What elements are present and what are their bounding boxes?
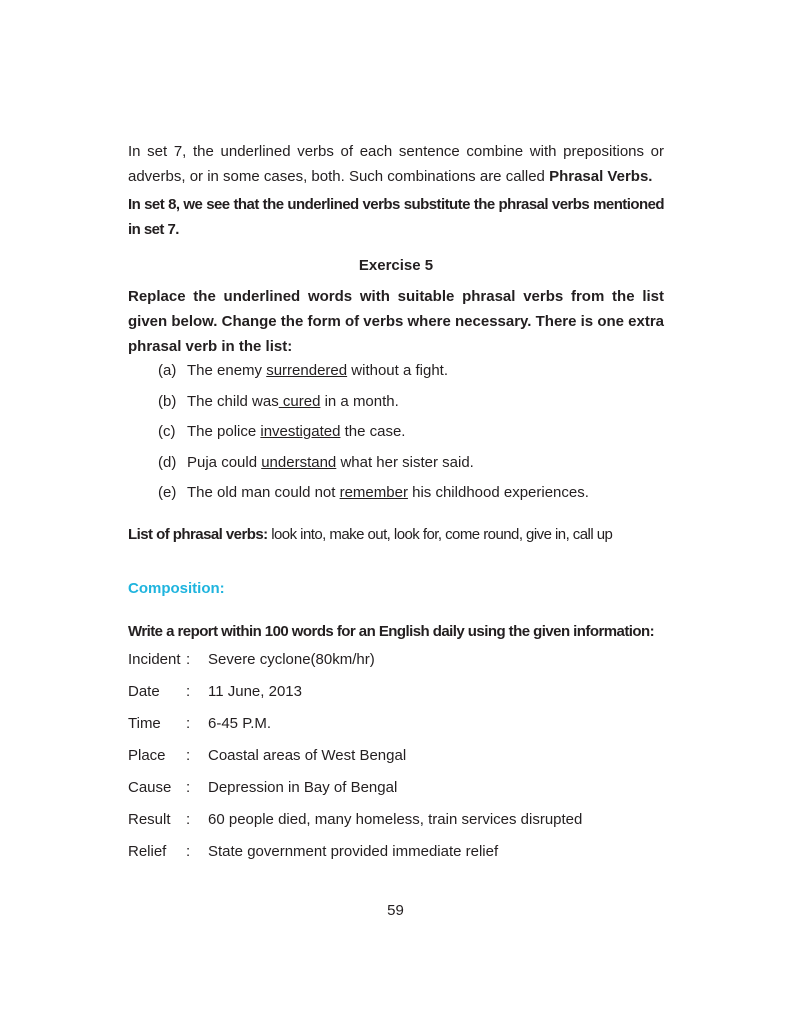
info-value: 60 people died, many homeless, train services disrupted — [208, 811, 583, 828]
info-key: Cause — [128, 779, 172, 796]
item-text: The police — [187, 423, 261, 440]
info-row-cause — [128, 779, 397, 796]
intro-bold-term: Phrasal Verbs. — [549, 168, 653, 185]
info-key: Time — [128, 715, 161, 732]
info-value: 6-45 P.M. — [208, 715, 272, 732]
item-text: the case. — [340, 423, 406, 440]
info-value: Severe cyclone(80km/hr) — [208, 651, 375, 668]
intro-text: In set 7, the underlined verbs of each sentence combine with prepositions or adverbs, or in some cases, both. Such combinations are called — [128, 143, 664, 185]
exercise-item — [158, 484, 589, 501]
underlined-word: cured — [278, 393, 321, 410]
info-value: Coastal areas of West Bengal — [208, 747, 407, 764]
item-label: (a) — [158, 362, 177, 379]
item-text: what her sister said. — [336, 454, 474, 471]
info-separator: : — [186, 779, 191, 796]
info-value: Depression in Bay of Bengal — [208, 779, 398, 796]
info-row-date — [128, 683, 302, 700]
item-text: The enemy — [187, 362, 267, 379]
info-separator: : — [186, 811, 191, 828]
info-key: Place — [128, 747, 166, 764]
info-key: Relief — [128, 843, 167, 860]
underlined-word: investigated — [260, 423, 341, 440]
exercise-instructions: Replace the underlined words with suitable phrasal verbs from the list given below. Change the form of verbs where necessary. There is one extra phrasal verb in the list: — [128, 288, 665, 355]
item-text: his childhood experiences. — [407, 484, 589, 501]
item-label: (d) — [158, 454, 177, 471]
info-value: State government provided immediate relief — [208, 843, 499, 860]
item-text: without a fight. — [347, 362, 449, 379]
info-key: Result — [128, 811, 171, 828]
item-label: (b) — [158, 393, 177, 410]
info-value: 11 June, 2013 — [208, 683, 302, 700]
underlined-word: remember — [339, 484, 408, 501]
underlined-word: understand — [261, 454, 337, 471]
intro-paragraph-2: In set 8, we see that the underlined verbs substitute the phrasal verbs mentioned in set 7. — [128, 196, 664, 238]
info-separator: : — [186, 683, 191, 700]
item-label: (c) — [158, 423, 176, 440]
list-label: List of phrasal verbs: — [128, 526, 268, 543]
item-text: in a month. — [320, 393, 399, 410]
info-separator: : — [186, 747, 191, 764]
exercise-item — [158, 454, 474, 471]
item-text: Puja could — [187, 454, 262, 471]
exercise-title: Exercise 5 — [358, 257, 434, 274]
item-text: The child was — [187, 393, 279, 410]
phrasal-verb-list — [128, 522, 664, 547]
info-separator: : — [186, 843, 191, 860]
info-row-result — [128, 811, 582, 828]
item-label: (e) — [158, 484, 177, 501]
info-row-time — [128, 715, 271, 732]
page-number: 59 — [387, 902, 404, 919]
composition-prompt: Write a report within 100 words for an English daily using the given information: — [128, 623, 655, 640]
exercise-item — [158, 393, 399, 410]
underlined-word: surrendered — [266, 362, 348, 379]
info-row-incident — [128, 651, 375, 668]
item-text: The old man could not — [187, 484, 340, 501]
info-separator: : — [186, 715, 191, 732]
info-row-relief — [128, 843, 498, 860]
info-key: Incident — [128, 651, 181, 668]
composition-heading: Composition: — [128, 580, 225, 597]
info-separator: : — [186, 651, 191, 668]
list-values: look into, make out, look for, come round, give in, call up — [267, 526, 613, 543]
exercise-item — [158, 423, 405, 440]
info-key: Date — [128, 683, 160, 700]
intro-paragraph-1 — [128, 139, 664, 189]
exercise-item — [158, 362, 448, 379]
info-row-place — [128, 747, 406, 764]
